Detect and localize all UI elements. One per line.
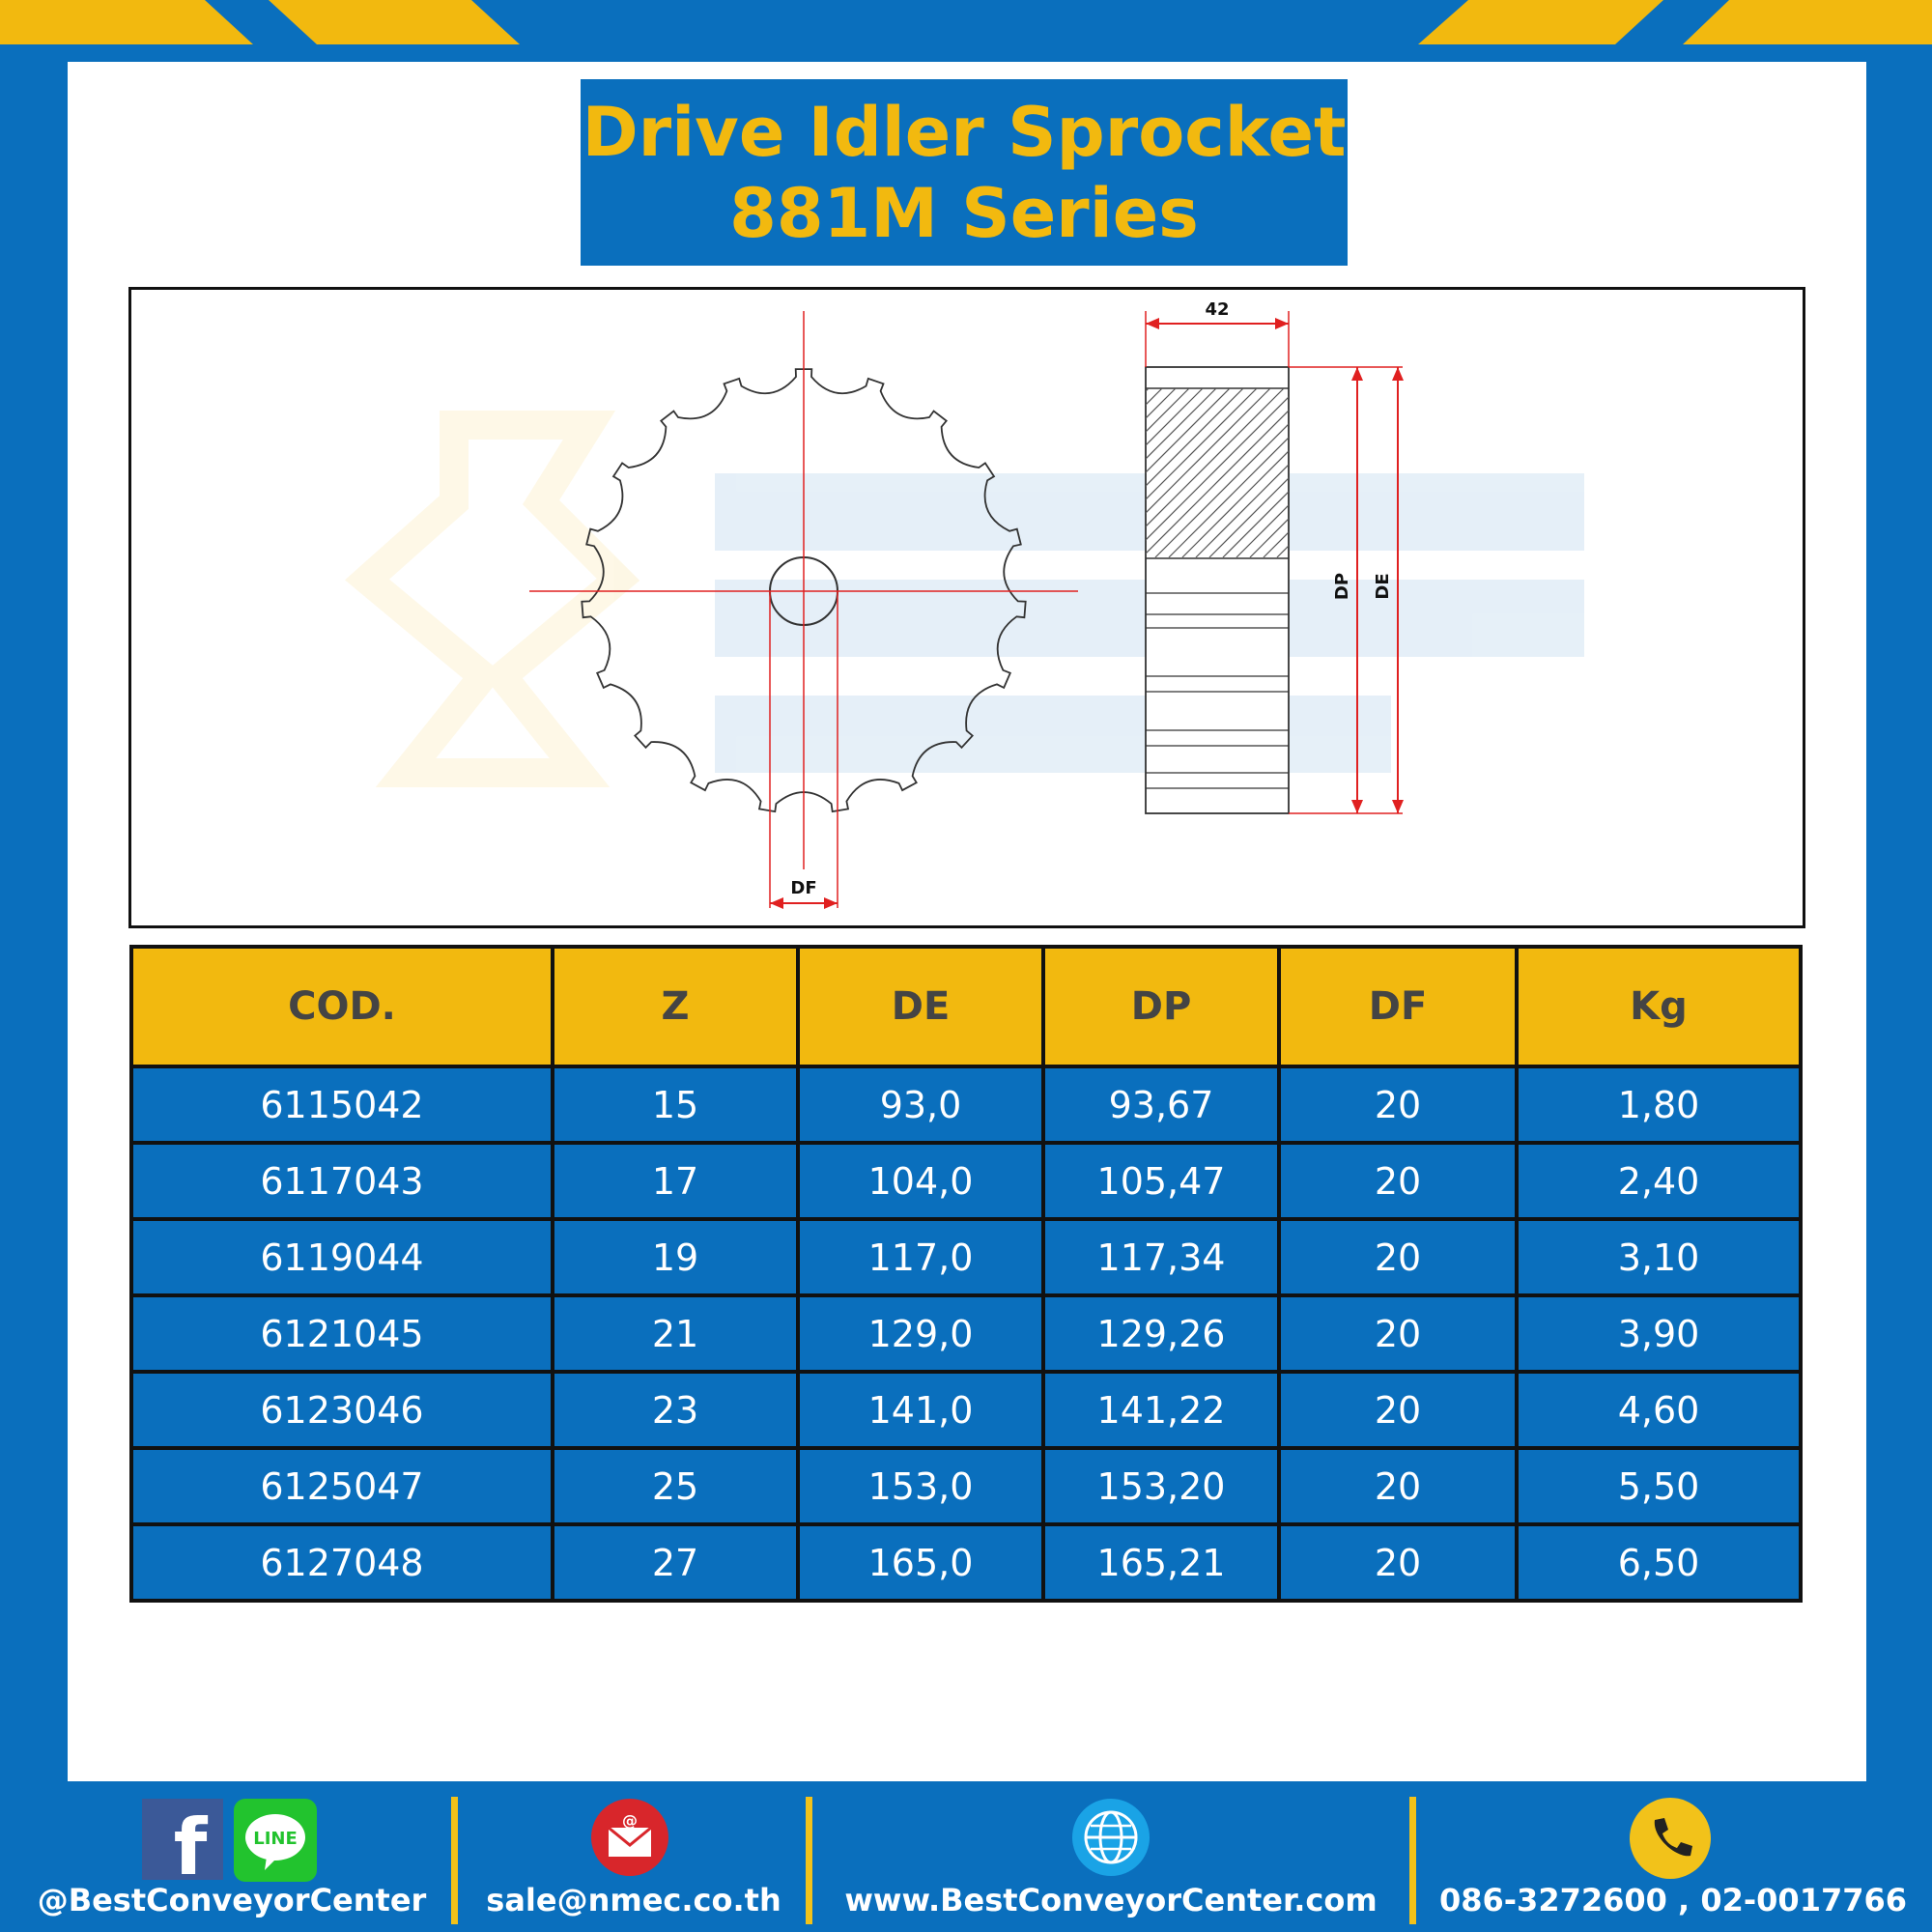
- footer-separator: [451, 1797, 458, 1924]
- table-header-row: [131, 947, 1801, 1066]
- cell-kg: 2,40: [1517, 1143, 1801, 1219]
- cell-dp: 165,21: [1043, 1524, 1279, 1601]
- table-row: [131, 1295, 1801, 1372]
- cell-kg: 6,50: [1517, 1524, 1801, 1601]
- table-row: [131, 1448, 1801, 1524]
- cell-cod: 6125047: [131, 1448, 553, 1524]
- width-label: 42: [1205, 299, 1230, 320]
- df-label: DF: [790, 878, 817, 898]
- table-row: [131, 1524, 1801, 1601]
- cell-de: 153,0: [798, 1448, 1043, 1524]
- cell-kg: 3,90: [1517, 1295, 1801, 1372]
- cell-cod: 6123046: [131, 1372, 553, 1448]
- cell-df: 20: [1279, 1524, 1517, 1601]
- cell-df: 20: [1279, 1143, 1517, 1219]
- header-dp: DP: [1043, 947, 1279, 1066]
- svg-text:@: @: [622, 1811, 638, 1830]
- header-z: Z: [553, 947, 798, 1066]
- header-cod: COD.: [131, 947, 553, 1066]
- cell-de: 129,0: [798, 1295, 1043, 1372]
- title-line-2: 881M Series: [729, 173, 1199, 253]
- dp-label: DP: [1332, 572, 1352, 601]
- cell-df: 20: [1279, 1372, 1517, 1448]
- cell-dp: 153,20: [1043, 1448, 1279, 1524]
- footer-separator: [806, 1797, 812, 1924]
- header-de: DE: [798, 947, 1043, 1066]
- cell-kg: 1,80: [1517, 1066, 1801, 1143]
- cell-kg: 5,50: [1517, 1448, 1801, 1524]
- spec-table: [129, 945, 1803, 1603]
- cell-de: 141,0: [798, 1372, 1043, 1448]
- header-df: DF: [1279, 947, 1517, 1066]
- cell-df: 20: [1279, 1448, 1517, 1524]
- cell-de: 104,0: [798, 1143, 1043, 1219]
- line-icon-text: LINE: [253, 1829, 298, 1849]
- footer-separator: [1409, 1797, 1416, 1924]
- table-row: [131, 1143, 1801, 1219]
- cell-cod: 6127048: [131, 1524, 553, 1601]
- cell-dp: 129,26: [1043, 1295, 1279, 1372]
- email-address[interactable]: sale@nmec.co.th: [486, 1882, 781, 1918]
- cell-df: 20: [1279, 1066, 1517, 1143]
- cell-z: 19: [553, 1219, 798, 1295]
- cell-dp: 117,34: [1043, 1219, 1279, 1295]
- watermark: [367, 425, 1584, 773]
- cell-df: 20: [1279, 1219, 1517, 1295]
- title-line-1: Drive Idler Sprocket: [582, 92, 1347, 172]
- cell-dp: 93,67: [1043, 1066, 1279, 1143]
- phone-icon[interactable]: [1629, 1797, 1712, 1880]
- cell-cod: 6115042: [131, 1066, 553, 1143]
- globe-icon[interactable]: [1070, 1797, 1151, 1878]
- social-handle[interactable]: @BestConveyorCenter: [37, 1882, 427, 1918]
- facebook-icon[interactable]: [142, 1799, 223, 1880]
- cell-de: 165,0: [798, 1524, 1043, 1601]
- cell-z: 23: [553, 1372, 798, 1448]
- website-url[interactable]: www.BestConveyorCenter.com: [844, 1882, 1378, 1918]
- line-icon[interactable]: [234, 1799, 317, 1882]
- cell-cod: 6117043: [131, 1143, 553, 1219]
- cell-cod: 6121045: [131, 1295, 553, 1372]
- cell-cod: 6119044: [131, 1219, 553, 1295]
- cell-z: 27: [553, 1524, 798, 1601]
- cell-dp: 141,22: [1043, 1372, 1279, 1448]
- cell-z: 21: [553, 1295, 798, 1372]
- de-label: DE: [1373, 573, 1393, 600]
- cell-de: 117,0: [798, 1219, 1043, 1295]
- cell-z: 17: [553, 1143, 798, 1219]
- cell-z: 15: [553, 1066, 798, 1143]
- cell-kg: 4,60: [1517, 1372, 1801, 1448]
- cell-z: 25: [553, 1448, 798, 1524]
- svg-text:f: f: [173, 1803, 208, 1880]
- cell-df: 20: [1279, 1295, 1517, 1372]
- email-icon[interactable]: [589, 1797, 670, 1878]
- cell-de: 93,0: [798, 1066, 1043, 1143]
- table-row: [131, 1372, 1801, 1448]
- table-row: [131, 1219, 1801, 1295]
- table-row: [131, 1066, 1801, 1143]
- phone-numbers[interactable]: 086-3272600 , 02-0017766: [1438, 1882, 1908, 1918]
- cell-dp: 105,47: [1043, 1143, 1279, 1219]
- header-kg: Kg: [1517, 947, 1801, 1066]
- cell-kg: 3,10: [1517, 1219, 1801, 1295]
